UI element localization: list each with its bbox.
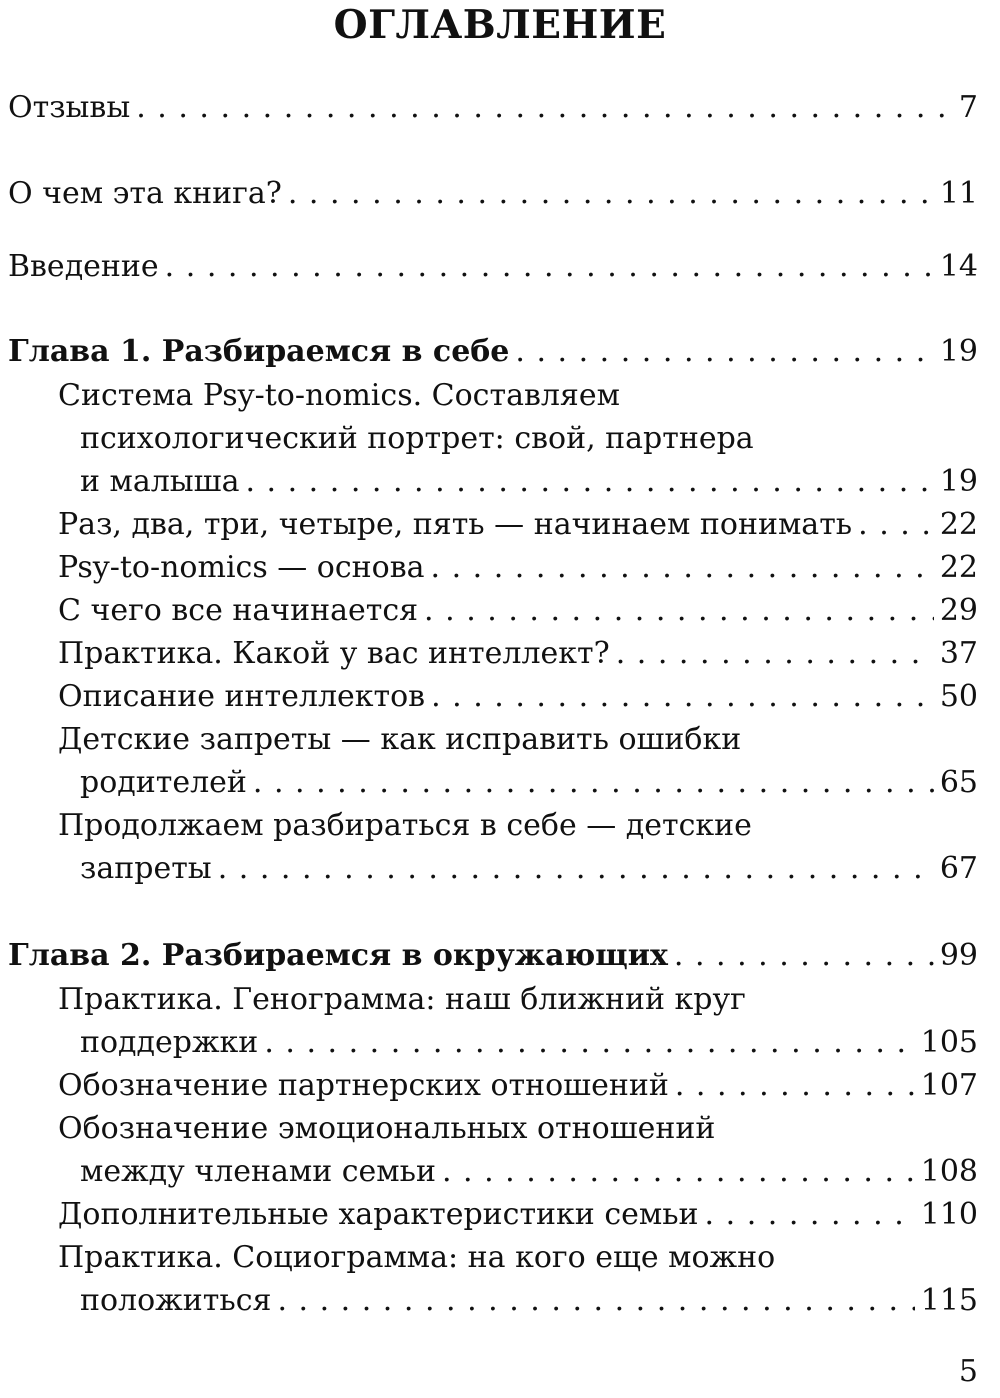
toc-entry-title: Глава 1. Разбираемся в себе: [8, 334, 510, 369]
toc-entry-line[interactable]: [80, 460, 978, 503]
toc-entry-title: Psy-to-nomics — основа: [58, 550, 425, 585]
toc-entry-title: Детские запреты — как исправить ошибки: [58, 722, 742, 757]
toc-entry-line[interactable]: [80, 761, 978, 804]
leader-dots: [616, 632, 934, 675]
toc-entry-page: 11: [939, 176, 978, 211]
toc-entry-page: 22: [939, 507, 978, 542]
toc-entry-page: 115: [920, 1283, 978, 1318]
toc-entry-page: 19: [939, 334, 978, 369]
toc-entry-title: Обозначение эмоциональных отношений: [58, 1111, 716, 1146]
toc-entry-page: 110: [920, 1197, 978, 1232]
toc-entry-title: и малыша: [80, 464, 240, 499]
leader-dots: [675, 1064, 915, 1107]
toc-entry-title: Продолжаем разбираться в себе — детские: [58, 808, 752, 843]
toc-chapter-1[interactable]: [8, 330, 978, 373]
toc-entry-title: поддержки: [80, 1025, 259, 1060]
toc-entry-title: Раз, два, три, четыре, пять — начинаем понимать: [58, 507, 853, 542]
toc-entry-line[interactable]: [58, 374, 978, 417]
toc-entry-line[interactable]: [58, 1236, 978, 1279]
toc-entry[interactable]: [58, 1064, 978, 1107]
leader-dots: [218, 847, 934, 890]
toc-entry-page: 29: [939, 593, 978, 628]
leader-dots: [705, 1193, 915, 1236]
toc-entry-page: 67: [939, 851, 978, 886]
toc-entry-title: психологический портрет: свой, партнера: [80, 421, 754, 456]
toc-entry-title: Практика. Какой у вас интеллект?: [58, 636, 610, 671]
toc-entry-page: 107: [920, 1068, 978, 1103]
toc-chapter-2[interactable]: [8, 934, 978, 977]
toc-entry-title: С чего все начинается: [58, 593, 419, 628]
toc-entry-title: Описание интеллектов: [58, 679, 426, 714]
toc-entry-line[interactable]: [80, 417, 978, 460]
toc-entry-line[interactable]: [58, 978, 978, 1021]
toc-entry-title: между членами семьи: [80, 1154, 436, 1189]
toc-entry-title: Обозначение партнерских отношений: [58, 1068, 669, 1103]
leader-dots: [245, 460, 933, 503]
toc-entry-page: 14: [939, 249, 978, 284]
toc-entry-title: Отзывы: [8, 90, 131, 125]
toc-entry[interactable]: [58, 503, 978, 546]
toc-entry-title: Система Psy-to-nomics. Составляем: [58, 378, 620, 413]
toc-entry-line[interactable]: [58, 804, 978, 847]
toc-entry-about-book[interactable]: [8, 172, 978, 215]
toc-entry-line[interactable]: [80, 1021, 978, 1064]
toc-entry-line[interactable]: [58, 1107, 978, 1150]
toc-entry[interactable]: [58, 632, 978, 675]
toc-entry-line[interactable]: [58, 718, 978, 761]
toc-entry-title: Глава 2. Разбираемся в окружающих: [8, 938, 668, 973]
leader-dots: [424, 589, 934, 632]
toc-entry-page: 105: [920, 1025, 978, 1060]
toc-entry-title: родителей: [80, 765, 247, 800]
leader-dots: [515, 330, 933, 373]
toc-entry-page: 37: [939, 636, 978, 671]
toc-entry-page: 65: [939, 765, 978, 800]
leader-dots: [165, 245, 934, 288]
toc-entry[interactable]: [58, 546, 978, 589]
toc-entry-line[interactable]: [80, 847, 978, 890]
toc-entry-title: Введение: [8, 249, 159, 284]
leader-dots: [431, 546, 934, 589]
page-number: 5: [958, 1354, 978, 1389]
toc-entry-page: 50: [939, 679, 978, 714]
leader-dots: [277, 1279, 914, 1322]
leader-dots: [264, 1021, 914, 1064]
toc-entry-title: Практика. Генограмма: наш ближний круг: [58, 982, 746, 1017]
leader-dots: [253, 761, 934, 804]
toc-entry-page: 22: [939, 550, 978, 585]
toc-entry-title: Дополнительные характеристики семьи: [58, 1197, 699, 1232]
toc-entry-reviews[interactable]: [8, 86, 978, 129]
toc-entry-title: положиться: [80, 1283, 272, 1318]
toc-entry-title: О чем эта книга?: [8, 176, 282, 211]
toc-entry-page: 19: [939, 464, 978, 499]
toc-entry-line[interactable]: [80, 1279, 978, 1322]
toc-entry-title: Практика. Социограмма: на кого еще можно: [58, 1240, 776, 1275]
page-title: ОГЛАВЛЕНИЕ: [333, 2, 667, 48]
toc-entry-page: 7: [958, 90, 978, 125]
leader-dots: [136, 86, 953, 129]
leader-dots: [442, 1150, 915, 1193]
toc-entry[interactable]: [58, 589, 978, 632]
toc-entry-page: 99: [939, 938, 978, 973]
toc-entry-line[interactable]: [80, 1150, 978, 1193]
toc-entry-introduction[interactable]: [8, 245, 978, 288]
toc-entry[interactable]: [58, 675, 978, 718]
leader-dots: [858, 503, 934, 546]
toc-entry-page: 108: [920, 1154, 978, 1189]
leader-dots: [431, 675, 934, 718]
leader-dots: [288, 172, 934, 215]
toc-entry-title: запреты: [80, 851, 212, 886]
leader-dots: [674, 934, 934, 977]
toc-entry[interactable]: [58, 1193, 978, 1236]
